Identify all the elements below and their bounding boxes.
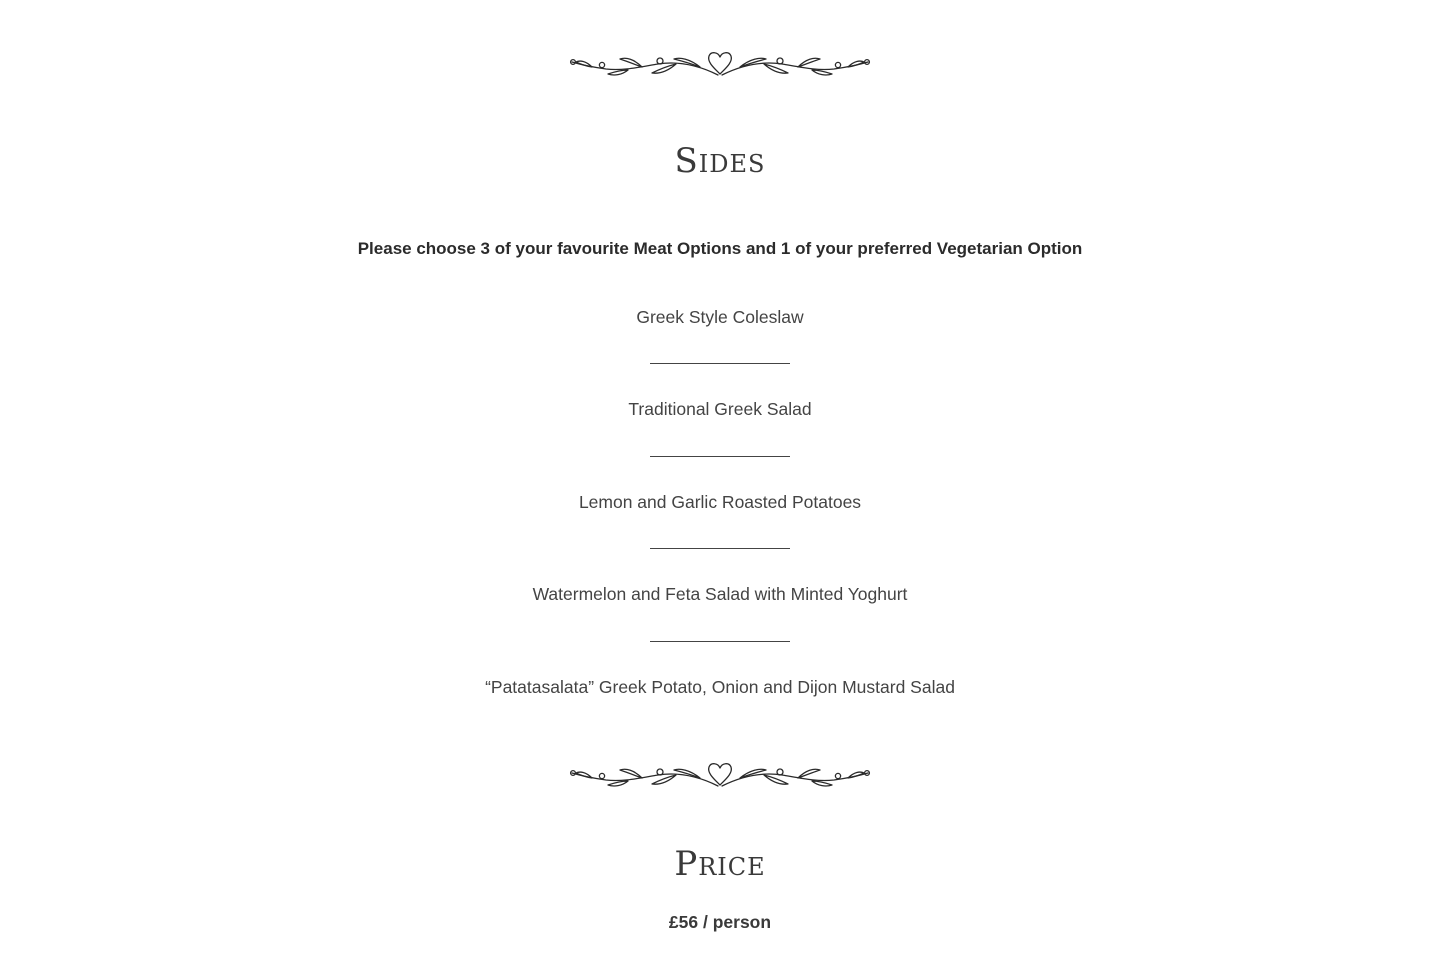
item-divider <box>650 548 790 549</box>
item-divider <box>650 456 790 457</box>
heart-vine-divider-icon <box>568 756 872 792</box>
sides-instruction: Please choose 3 of your favourite Meat Options and 1 of your preferred Vegetarian Option <box>357 239 1083 258</box>
price-value: £56 / person <box>668 912 772 932</box>
sides-section-title: Sides <box>674 141 766 181</box>
menu-item: “Patatasalata” Greek Potato, Onion and Dijon Mustard Salad <box>485 677 955 697</box>
menu-item: Watermelon and Feta Salad with Minted Yoghurt <box>532 584 908 604</box>
menu-item: Greek Style Coleslaw <box>636 307 804 327</box>
item-divider <box>650 363 790 364</box>
menu-item: Lemon and Garlic Roasted Potatoes <box>578 492 862 512</box>
item-divider <box>650 641 790 642</box>
heart-vine-divider-icon <box>568 45 872 81</box>
menu-item: Traditional Greek Salad <box>628 399 812 419</box>
price-section-title: Price <box>674 844 766 884</box>
